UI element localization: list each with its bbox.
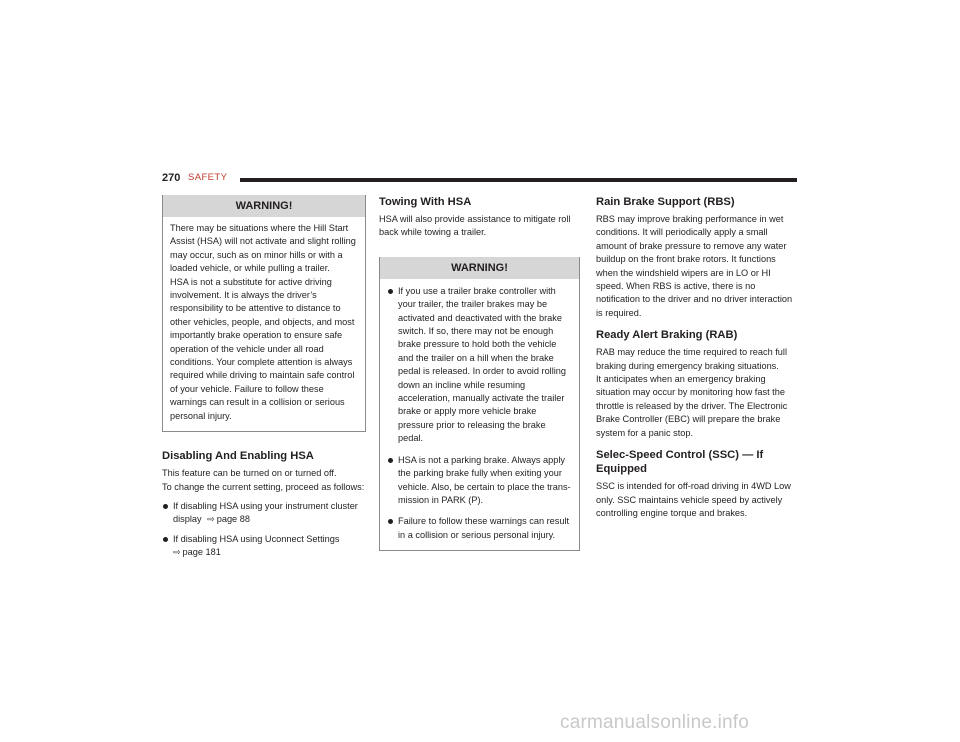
body-paragraph: It anticipates when an emergency braking situation may occur by monitoring how fast the throttle is released by the driver. The Electronic Brake Controller (EBC) will prepare the brake system for a panic stop. [596,374,788,438]
warning-bullet-list [387,285,573,542]
section-heading-towing-hsa: Towing With HSA [379,196,472,208]
header-rule [240,178,797,182]
arrow-right-icon: ⇨ [173,547,181,558]
warning-title: WARNING! [380,257,579,279]
section-name: SAFETY [188,172,228,183]
list-item-text: If you use a trailer brake controller with your trailer, the trailer brakes may be activated and deactivated with the brake switch. If so, there may not be enough brake pressure to hold both the vehicle and the trailer on a hill when the brake pedal is released. In order to avoid rolling down an incline while resuming acceleration, manually activate the trailer brake or apply more vehicle brake pressure prior to releasing the brake pedal. [398,285,567,444]
bullet-dot-icon [388,519,393,524]
body-paragraph: This feature can be turned on or turned off. [162,468,337,479]
list-item [162,533,366,560]
column-left [162,195,366,560]
page-reference-link[interactable]: page 181 [182,547,221,558]
list-item [387,515,573,542]
watermark: carmanualsonline.info [560,712,750,733]
arrow-right-icon: ⇨ [207,514,215,525]
bullet-dot-icon [388,289,393,294]
body-paragraph: HSA will also provide assistance to mitigate roll back while towing a trailer. [379,214,571,238]
towing-warning-box [379,257,580,551]
section-heading-rbs: Rain Brake Support (RBS) [596,196,735,208]
page-reference-link[interactable]: page 88 [216,514,250,525]
body-paragraph: To change the current setting, proceed as follows: [162,481,365,492]
column-right [596,195,799,520]
section-heading-rab: Ready Alert Braking (RAB) [596,329,738,342]
bullet-dot-icon [163,537,168,542]
list-item-text: HSA is not a parking brake. Always apply the parking brake fully when exiting your vehicle. Also, be certain to place the trans-mission in PARK (P). [398,454,571,505]
section-heading-disabling-hsa: Disabling And Enabling HSA [162,450,314,463]
body-paragraph: RBS may improve braking performance in wet conditions. It will periodically apply a small amount of brake pressure to remove any water buildup on the front brake rotors. It functions when the windshield wipers are in LO or HI speed. When RBS is active, there is no notification to the driver and no driver interaction is required. [596,214,793,318]
warning-body [380,279,579,550]
list-item [387,285,573,446]
warning-body [163,217,365,431]
bullet-dot-icon [388,458,393,463]
section-heading-ssc: Selec-Speed Control (SSC) — If Equipped [596,449,764,476]
warning-title: WARNING! [163,195,365,217]
bullet-dot-icon [163,504,168,509]
list-item [387,454,573,508]
list-item-text: Failure to follow these warnings can result in a collision or serious personal injury. [398,516,570,540]
list-item-text: If disabling HSA using your instrument cluster display [173,500,358,525]
body-paragraph: RAB may reduce the time required to reach full braking during emergency braking situations. [596,347,787,371]
page-number: 270 [162,172,181,184]
page-header [0,0,960,200]
column-middle [379,195,580,551]
warning-paragraph: HSA is not a substitute for active driving involvement. It is always the driver’s responsibility to be attentive to distance to other vehicles, people, and objects, and most importantly brake operation to ensure safe operation of the vehicle under all road conditions. Your complete attention is always required while driving to maintain safe control of your vehicle. Failure to follow these warnings can result in a collision or serious personal injury. [170,276,355,421]
body-paragraph: SSC is intended for off-road driving in 4WD Low only. SSC maintains vehicle speed by actively controlling engine torque and brakes. [596,481,791,518]
list-item-text: If disabling HSA using Uconnect Settings [173,533,340,544]
list-item [162,500,366,527]
warning-paragraph: There may be situations where the Hill Start Assist (HSA) will not activate and slight rolling may occur, such as on minor hills or with a loaded vehicle, or while pulling a trailer. [170,223,356,274]
hsa-warning-box [162,195,366,432]
bullet-list [162,500,366,560]
